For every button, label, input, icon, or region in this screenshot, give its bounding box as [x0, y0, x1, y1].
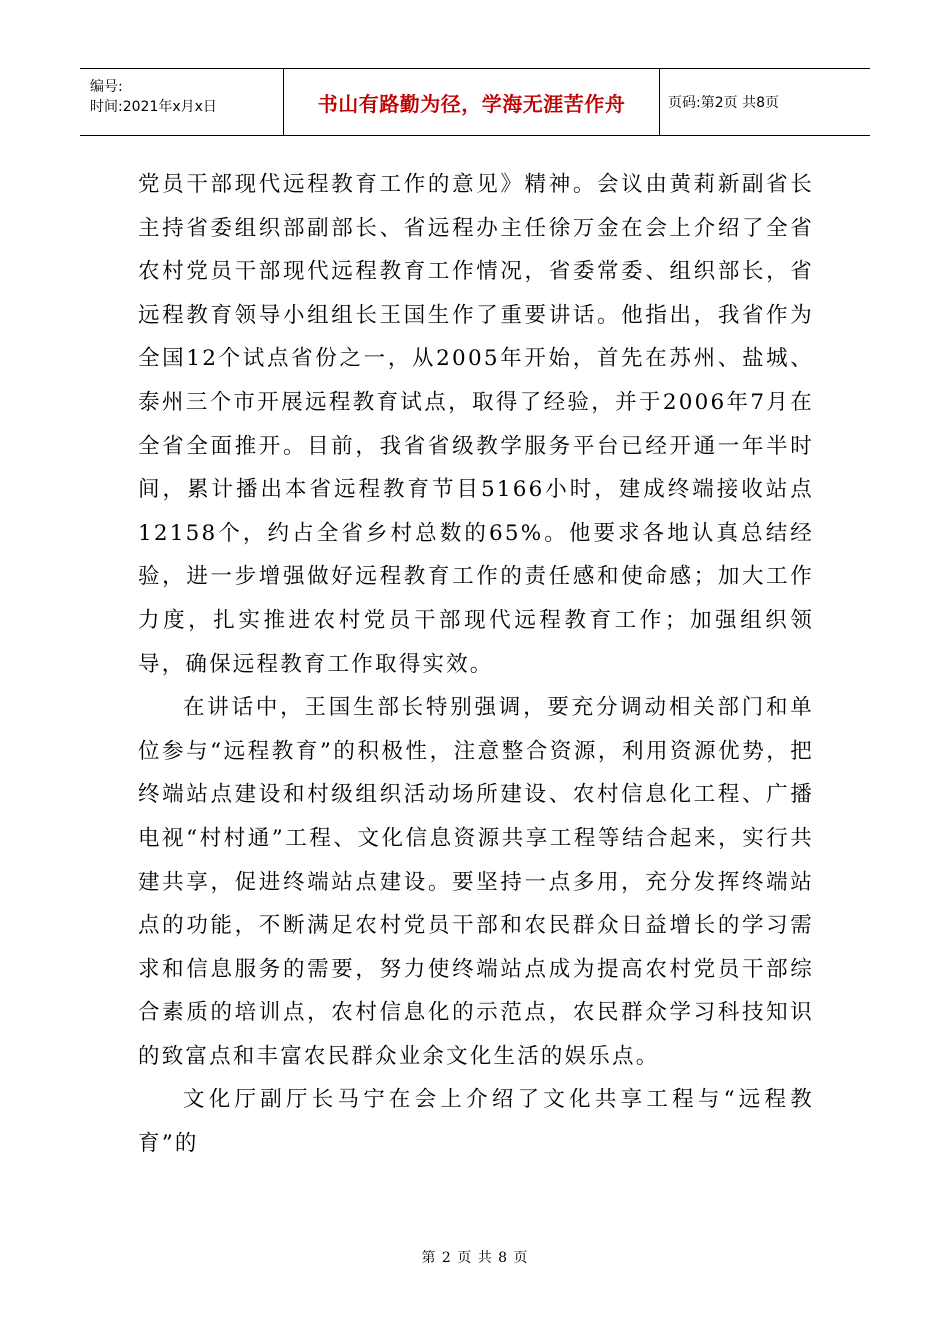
header-motto: 书山有路勤为径，学海无涯苦作舟: [284, 69, 660, 135]
header-meta-cell: [80, 69, 284, 135]
document-time-label: 时间:2021年x月x日: [90, 99, 217, 115]
page-header: [80, 68, 870, 136]
paragraph-1: 党员干部现代远程教育工作的意见》精神。会议由黄莉新副省长主持省委组织部副部长、省远程办主任徐万金在会上介绍了全省农村党员干部现代远程教育工作情况，省委常委、组织部长，省远程教育领导小组组长王国生作了重要讲话。他指出，我省作为全国12个试点省份之一，从2005年开始，首先在苏州、盐城、泰州三个市开展远程教育试点，取得了经验，并于2006年7月在全省全面推开。目前，我省省级教学服务平台已经开通一年半时间，累计播出本省远程教育节目5166小时，建成终端接收站点12158个，约占全省乡村总数的65%。他要求各地认真总结经验，进一步增强做好远程教育工作的责任感和使命感；加大工作力度，扎实推进农村党员干部现代远程教育工作；加强组织领导，确保远程教育工作取得实效。: [138, 172, 814, 677]
document-number-label: 编号:: [90, 79, 123, 95]
page-footer: 第 2 页 共 8 页: [421, 1250, 529, 1266]
header-page-info: 页码:第2页 共8页: [668, 95, 779, 111]
paragraph-3: 文化厅副厅长马宁在会上介绍了文化共享工程与“远程教育”的: [138, 1087, 814, 1157]
document-body: [138, 163, 814, 1166]
paragraph-2: 在讲话中，王国生部长特别强调，要充分调动相关部门和单位参与“远程教育”的积极性，注意整合资源，利用资源优势，把终端站点建设和村级组织活动场所建设、农村信息化工程、广播电视“村村通”工程、文化信息资源共享工程等结合起来，实行共建共享，促进终端站点建设。要坚持一点多用，充分发挥终端站点的功能，不断满足农村党员干部和农民群众日益增长的学习需求和信息服务的需要，努力使终端站点成为提高农村党员干部综合素质的培训点，农村信息化的示范点，农民群众学习科技知识的致富点和丰富农民群众业余文化生活的娱乐点。: [138, 695, 814, 1069]
